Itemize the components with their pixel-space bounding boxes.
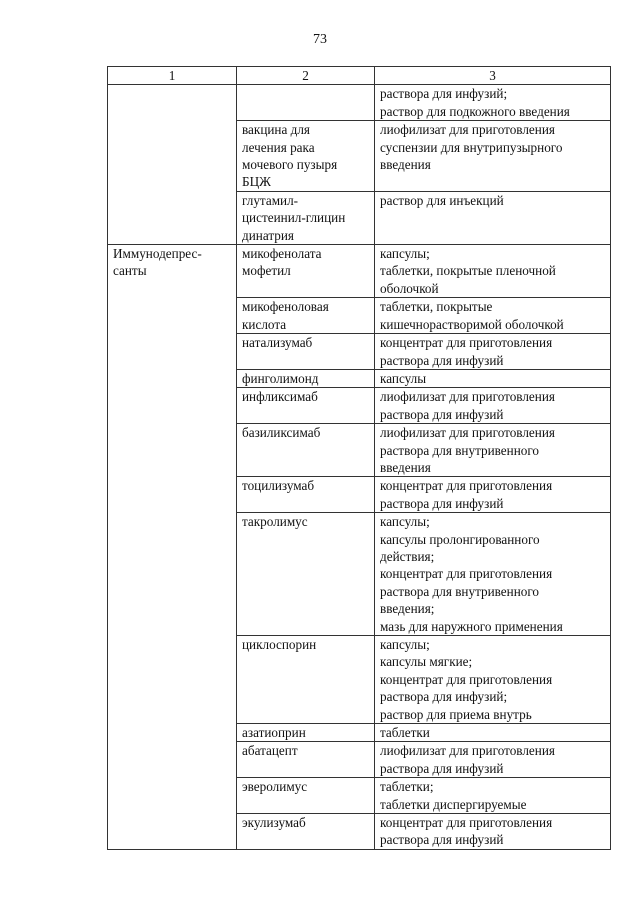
dosage-form-cell: лиофилизат для приготовления суспензии для внутрипузырного введения [375,121,611,192]
page-number: 73 [313,32,327,47]
drug-name-cell: базиликсимаб [237,424,375,477]
drug-name-cell: глутамил- цистеинил-глицин динатрия [237,191,375,244]
dosage-form-cell: раствор для инъекций [375,191,611,244]
drug-name-cell: вакцина для лечения рака мочевого пузыря БЦЖ [237,121,375,192]
dosage-form-cell: таблетки; таблетки диспергируемые [375,778,611,814]
drug-name-cell: абатацепт [237,742,375,778]
dosage-form-cell: капсулы; капсулы пролонгированного действия; концентрат для приготовления раствора для внутривенного введения; мазь для наружного применения [375,513,611,636]
drug-name-cell: такролимус [237,513,375,636]
drug-name-cell: циклоспорин [237,636,375,724]
dosage-form-cell: капсулы [375,369,611,387]
drug-name-cell: тоцилизумаб [237,477,375,513]
drug-name-cell [237,85,375,121]
drug-name-cell: азатиоприн [237,724,375,742]
dosage-form-cell: лиофилизат для приготовления раствора для инфузий [375,388,611,424]
drug-name-cell: финголимонд [237,369,375,387]
group-cell-continued [108,85,237,245]
drug-name-cell: экулизумаб [237,814,375,850]
drug-name-cell: микофенолата мофетил [237,245,375,298]
column-header-1: 1 [108,67,237,85]
drug-name-cell: натализумаб [237,334,375,370]
drug-name-cell: микофеноловая кислота [237,298,375,334]
dosage-form-cell: концентрат для приготовления раствора для инфузий [375,334,611,370]
drug-name-cell: инфликсимаб [237,388,375,424]
table-header-row [108,67,611,85]
dosage-form-cell: таблетки, покрытые кишечнорастворимой оболочкой [375,298,611,334]
dosage-form-cell: раствора для инфузий; раствор для подкожного введения [375,85,611,121]
dosage-form-cell: капсулы; таблетки, покрытые пленочной оболочкой [375,245,611,298]
drug-name-cell: эверолимус [237,778,375,814]
column-header-3: 3 [375,67,611,85]
dosage-form-cell: таблетки [375,724,611,742]
dosage-form-cell: концентрат для приготовления раствора для инфузий [375,814,611,850]
column-header-2: 2 [237,67,375,85]
table-row [108,85,611,121]
dosage-form-cell: концентрат для приготовления раствора для инфузий [375,477,611,513]
dosage-form-cell: лиофилизат для приготовления раствора для внутривенного введения [375,424,611,477]
dosage-form-cell: лиофилизат для приготовления раствора для инфузий [375,742,611,778]
table-row [108,245,611,298]
group-cell-immunosuppressants: Иммунодепрес- санты [108,245,237,850]
dosage-form-cell: капсулы; капсулы мягкие; концентрат для приготовления раствора для инфузий; раствор для приема внутрь [375,636,611,724]
drug-table [107,66,611,850]
